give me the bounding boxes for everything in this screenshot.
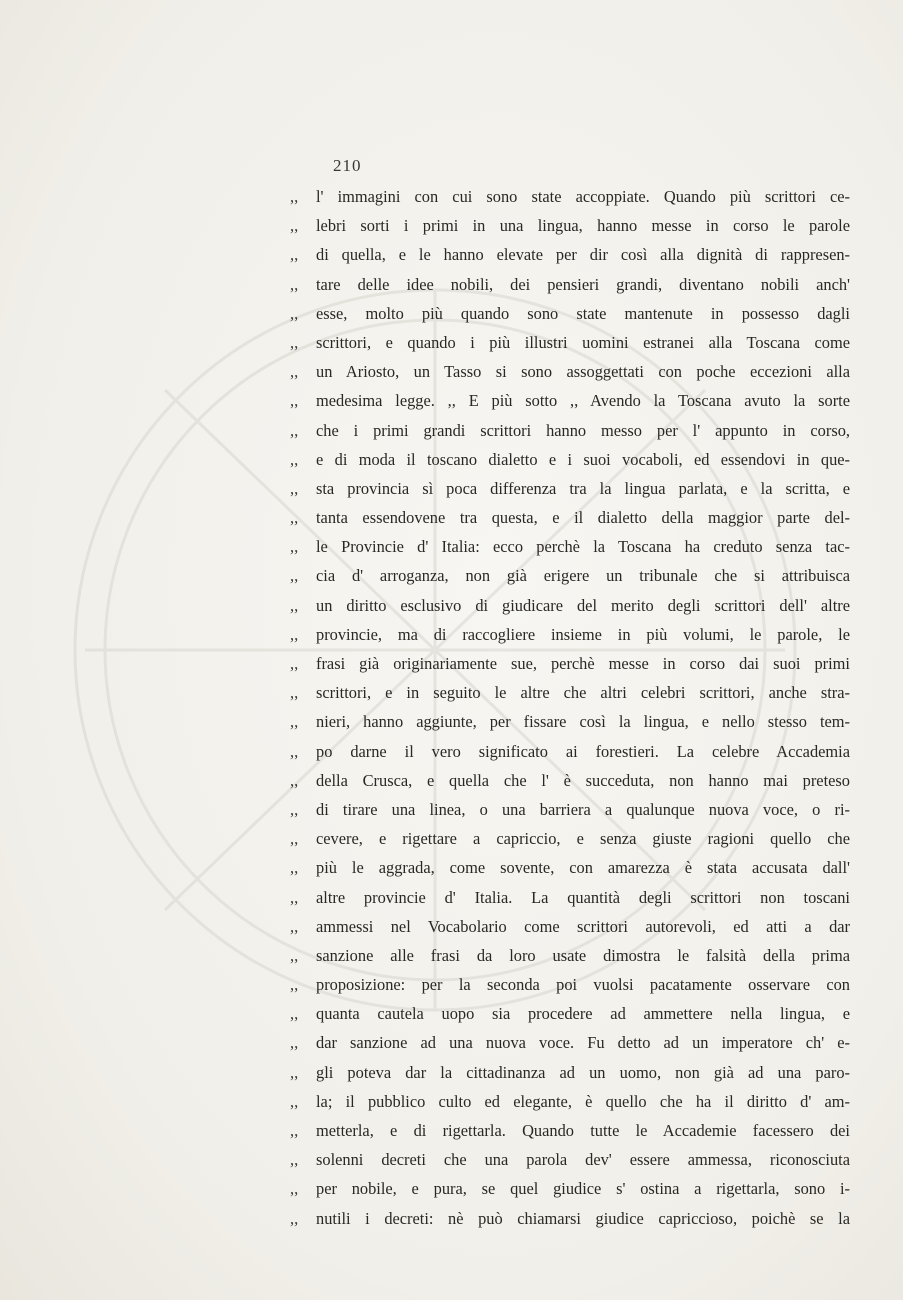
quote-mark: ,, (290, 1004, 299, 1024)
quote-mark: ,, (290, 887, 299, 907)
text-line (290, 182, 850, 211)
text-line (290, 328, 850, 357)
quote-mark: ,, (290, 654, 299, 673)
text-line (290, 1204, 850, 1233)
quote-mark: ,, (290, 916, 299, 936)
quote-mark: ,, (290, 508, 299, 528)
quote-mark: ,, (290, 595, 299, 615)
line-text: cia d' arroganza, non già erigere un tribunale che si attribuisca (316, 566, 850, 586)
quote-mark: ,, (290, 799, 299, 819)
text-line (290, 853, 850, 882)
line-text: altre provincie d' Italia. La quantità degli scrittori non toscani (316, 887, 850, 907)
line-text: solenni decreti che una parola dev' essere ammessa, riconosciuta (316, 1150, 850, 1170)
text-line (290, 795, 850, 824)
text-line (290, 1145, 850, 1174)
line-text: proposizione: per la seconda poi vuolsi pacatamente osservare con (316, 975, 850, 995)
quote-mark: ,, (290, 975, 299, 995)
quote-mark: ,, (290, 1150, 299, 1170)
quote-mark: ,, (290, 303, 299, 323)
quote-mark: ,, (290, 245, 299, 265)
text-line (290, 1058, 850, 1087)
text-line (290, 416, 850, 445)
text-line (290, 766, 850, 795)
line-text: cevere, e rigettare a capriccio, e senza giuste ragioni quello che (316, 829, 850, 849)
text-line (290, 970, 850, 999)
text-line (290, 561, 850, 590)
line-text: nieri, hanno aggiunte, per fissare così la lingua, e nello stesso tem- (316, 712, 850, 732)
quote-mark: ,, (290, 274, 299, 294)
line-text: per nobile, e pura, se quel giudice s' ostina a rigettarla, sono i- (316, 1179, 850, 1199)
text-line (290, 386, 850, 415)
line-text: che i primi grandi scrittori hanno messo per l' appunto in corso, (316, 420, 850, 440)
quote-mark: ,, (290, 332, 299, 352)
text-line (290, 649, 850, 678)
quote-mark: ,, (290, 1208, 299, 1228)
quote-mark: ,, (290, 829, 299, 849)
quote-mark: ,, (290, 362, 299, 382)
quote-mark: ,, (290, 683, 299, 703)
quote-mark: ,, (290, 391, 299, 411)
quote-mark: ,, (290, 1091, 299, 1111)
text-line (290, 737, 850, 766)
line-text: tare delle idee nobili, dei pensieri grandi, diventano nobili anch' (316, 274, 850, 294)
line-text: medesima legge. ,, E più sotto ,, Avendo la Toscana avuto la sorte (316, 391, 850, 411)
quote-mark: ,, (290, 624, 299, 644)
line-text: di tirare una linea, o una barriera a qualunque nuova voce, o ri- (316, 799, 850, 819)
quote-mark: ,, (290, 1062, 299, 1082)
line-text: nutili i decreti: nè può chiamarsi giudice capriccioso, poichè se la (316, 1208, 850, 1228)
line-text: un Ariosto, un Tasso si sono assoggettati con poche eccezioni alla (316, 362, 850, 382)
quote-mark: ,, (290, 449, 299, 469)
text-line (290, 1028, 850, 1057)
text-line (290, 1087, 850, 1116)
line-text: scrittori, e in seguito le altre che altri celebri scrittori, anche stra- (316, 683, 850, 703)
quote-mark: ,, (290, 216, 299, 236)
body-text (290, 182, 850, 1233)
line-text: scrittori, e quando i più illustri uomini estranei alla Toscana come (316, 332, 850, 352)
text-line (290, 912, 850, 941)
line-text: quanta cautela uopo sia procedere ad ammettere nella lingua, e (316, 1004, 850, 1024)
text-line (290, 999, 850, 1028)
text-line (290, 211, 850, 240)
line-text: le Provincie d' Italia: ecco perchè la Toscana ha creduto senza tac- (316, 537, 850, 557)
line-text: tanta essendovene tra questa, e il dialetto della maggior parte del- (316, 508, 850, 528)
text-line (290, 678, 850, 707)
quote-mark: ,, (290, 566, 299, 586)
line-text: ammessi nel Vocabolario come scrittori autorevoli, ed atti a dar (316, 916, 850, 936)
line-text: della Crusca, e quella che l' è succeduta, non hanno mai preteso (316, 770, 850, 790)
line-text: l' immagini con cui sono state accoppiate. Quando più scrittori ce- (316, 187, 850, 206)
line-text: sanzione alle frasi da loro usate dimostra le falsità della prima (316, 945, 850, 965)
quote-mark: ,, (290, 420, 299, 440)
text-line (290, 357, 850, 386)
text-line (290, 941, 850, 970)
line-text: la; il pubblico culto ed elegante, è quello che ha il diritto d' am- (316, 1091, 850, 1111)
quote-mark: ,, (290, 537, 299, 557)
quote-mark: ,, (290, 770, 299, 790)
quote-mark: ,, (290, 478, 299, 498)
text-line (290, 299, 850, 328)
text-line (290, 532, 850, 561)
page-number: 210 (333, 156, 362, 175)
quote-mark: ,, (290, 1033, 299, 1053)
line-text: dar sanzione ad una nuova voce. Fu detto ad un imperatore ch' e- (316, 1033, 850, 1053)
quote-mark: ,, (290, 1179, 299, 1199)
text-line (290, 824, 850, 853)
text-line (290, 270, 850, 299)
text-line (290, 707, 850, 736)
text-line (290, 1116, 850, 1145)
text-line (290, 883, 850, 912)
line-text: un diritto esclusivo di giudicare del merito degli scrittori dell' altre (316, 595, 850, 615)
line-text: provincie, ma di raccogliere insieme in più volumi, le parole, le (316, 624, 850, 644)
text-line (290, 445, 850, 474)
line-text: sta provincia sì poca differenza tra la lingua parlata, e la scritta, e (316, 478, 850, 498)
text-line (290, 1174, 850, 1203)
text-line (290, 591, 850, 620)
text-line (290, 620, 850, 649)
line-text: frasi già originariamente sue, perchè messe in corso dai suoi primi (316, 654, 850, 673)
line-text: lebri sorti i primi in una lingua, hanno messe in corso le parole (316, 216, 850, 236)
text-line (290, 503, 850, 532)
quote-mark: ,, (290, 945, 299, 965)
quote-mark: ,, (290, 712, 299, 732)
text-line (290, 474, 850, 503)
quote-mark: ,, (290, 187, 299, 206)
quote-mark: ,, (290, 1121, 299, 1140)
text-line (290, 240, 850, 269)
quote-mark: ,, (290, 858, 299, 878)
quote-mark: ,, (290, 741, 299, 761)
line-text: e di moda il toscano dialetto e i suoi vocaboli, ed essendovi in que- (316, 449, 850, 469)
line-text: gli poteva dar la cittadinanza ad un uomo, non già ad una paro- (316, 1062, 850, 1082)
line-text: più le aggrada, come sovente, con amarezza è stata accusata dall' (316, 858, 850, 878)
line-text: esse, molto più quando sono state mantenute in possesso dagli (316, 303, 850, 323)
line-text: metterla, e di rigettarla. Quando tutte le Accademie facessero dei (316, 1121, 850, 1140)
line-text: po darne il vero significato ai forestieri. La celebre Accademia (316, 741, 850, 761)
line-text: di quella, e le hanno elevate per dir così alla dignità di rappresen- (316, 245, 850, 265)
